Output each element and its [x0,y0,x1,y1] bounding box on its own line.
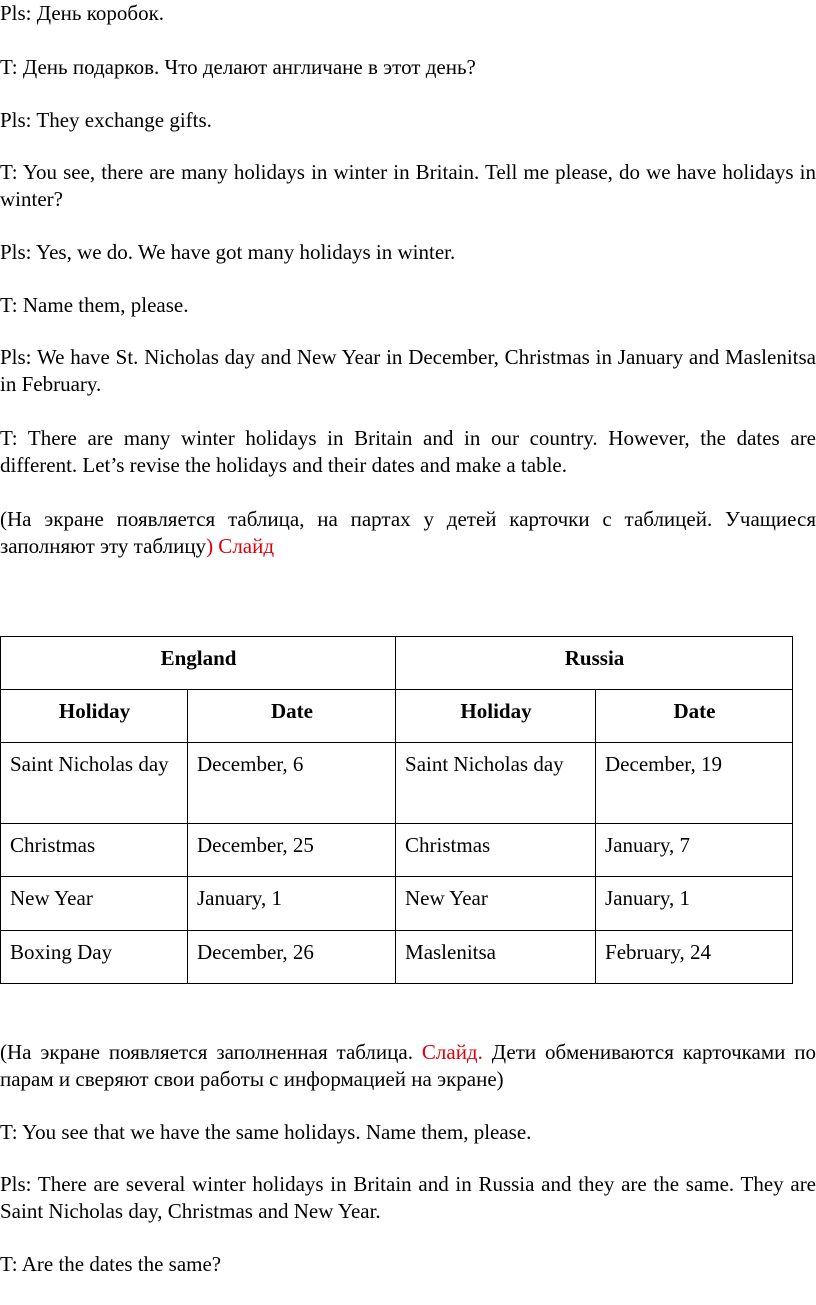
stage-note-text: (На экране появляется заполненная таблица. [0,1040,413,1064]
speaker: T: [0,55,18,79]
table-row [1,824,793,877]
dialogue-line [0,1119,816,1146]
holidays-table [0,636,793,984]
column-header: Holiday [1,690,188,743]
table-row [1,877,793,931]
table-cell: Maslenitsa [396,931,596,984]
utterance: День подарков. Что делают англичане в этот день? [22,55,476,79]
dialogue-line [0,159,816,213]
speaker: T: [0,1120,18,1144]
dialogue-line [0,1171,816,1225]
dialogue-line [0,0,816,27]
stage-note [0,1039,816,1093]
speaker: T: [0,1252,18,1276]
table-cell: December, 26 [188,931,396,984]
table-cell: New Year [396,877,596,931]
table-cell: Saint Nicholas day [396,743,596,824]
utterance: День коробок. [36,1,165,25]
table-cell: December, 25 [188,824,396,877]
dialogue-line [0,344,816,398]
stage-note-text: (На экране появляется таблица, на партах у детей карточки с таблицей. Учащиеся заполняют эту таблицу [0,507,816,558]
table-cell: December, 19 [596,743,793,824]
dialogue-line [0,1251,816,1278]
table-cell: January, 1 [188,877,396,931]
dialogue-line [0,54,816,81]
utterance: There are several winter holidays in Britain and in Russia and they are the same. They are Saint Nicholas day, Christmas and New Year. [0,1172,816,1223]
utterance: There are many winter holidays in Britain and in our country. However, the dates are different. Let’s revise the holidays and their dates and make a table. [0,426,816,477]
table-cell: Boxing Day [1,931,188,984]
table-cell: January, 1 [596,877,793,931]
table-cell: New Year [1,877,188,931]
table-cell: Saint Nicholas day [1,743,188,824]
dialogue-line [0,425,816,479]
table-cell: Christmas [1,824,188,877]
speaker: Pls: [0,1172,32,1196]
column-header: Holiday [396,690,596,743]
utterance: Yes, we do. We have got many holidays in winter. [36,240,456,264]
group-header-row [1,637,793,690]
column-header: Date [596,690,793,743]
table-row [1,743,793,824]
dialogue-line [0,107,816,134]
column-header-row [1,690,793,743]
stage-note-text: Дети обмениваются карточками по парам и сверяют свои работы с информацией на экране) [0,1040,816,1091]
utterance: You see that we have the same holidays. Name them, please. [22,1120,532,1144]
speaker: T: [0,160,18,184]
slide-marker: Слайд. [421,1040,483,1064]
group-header-russia: Russia [396,637,793,690]
table-cell: December, 6 [188,743,396,824]
slide-marker: ) Слайд [206,534,275,558]
table-cell: Christmas [396,824,596,877]
utterance: Are the dates the same? [21,1252,222,1276]
column-header: Date [188,690,396,743]
speaker: Pls: [0,1,32,25]
table-cell: January, 7 [596,824,793,877]
utterance: They exchange gifts. [36,108,212,132]
utterance: You see, there are many holidays in winter in Britain. Tell me please, do we have holidays in winter? [0,160,816,211]
speaker: Pls: [0,108,32,132]
dialogue-line [0,292,816,319]
utterance: We have St. Nicholas day and New Year in December, Christmas in January and Maslenitsa in February. [0,345,816,396]
utterance: Name them, please. [22,293,189,317]
group-header-england: England [1,637,396,690]
speaker: T: [0,293,18,317]
table-row [1,931,793,984]
stage-note [0,506,816,560]
speaker: Pls: [0,345,32,369]
dialogue-line [0,239,816,266]
table-cell: February, 24 [596,931,793,984]
speaker: T: [0,426,18,450]
speaker: Pls: [0,240,32,264]
